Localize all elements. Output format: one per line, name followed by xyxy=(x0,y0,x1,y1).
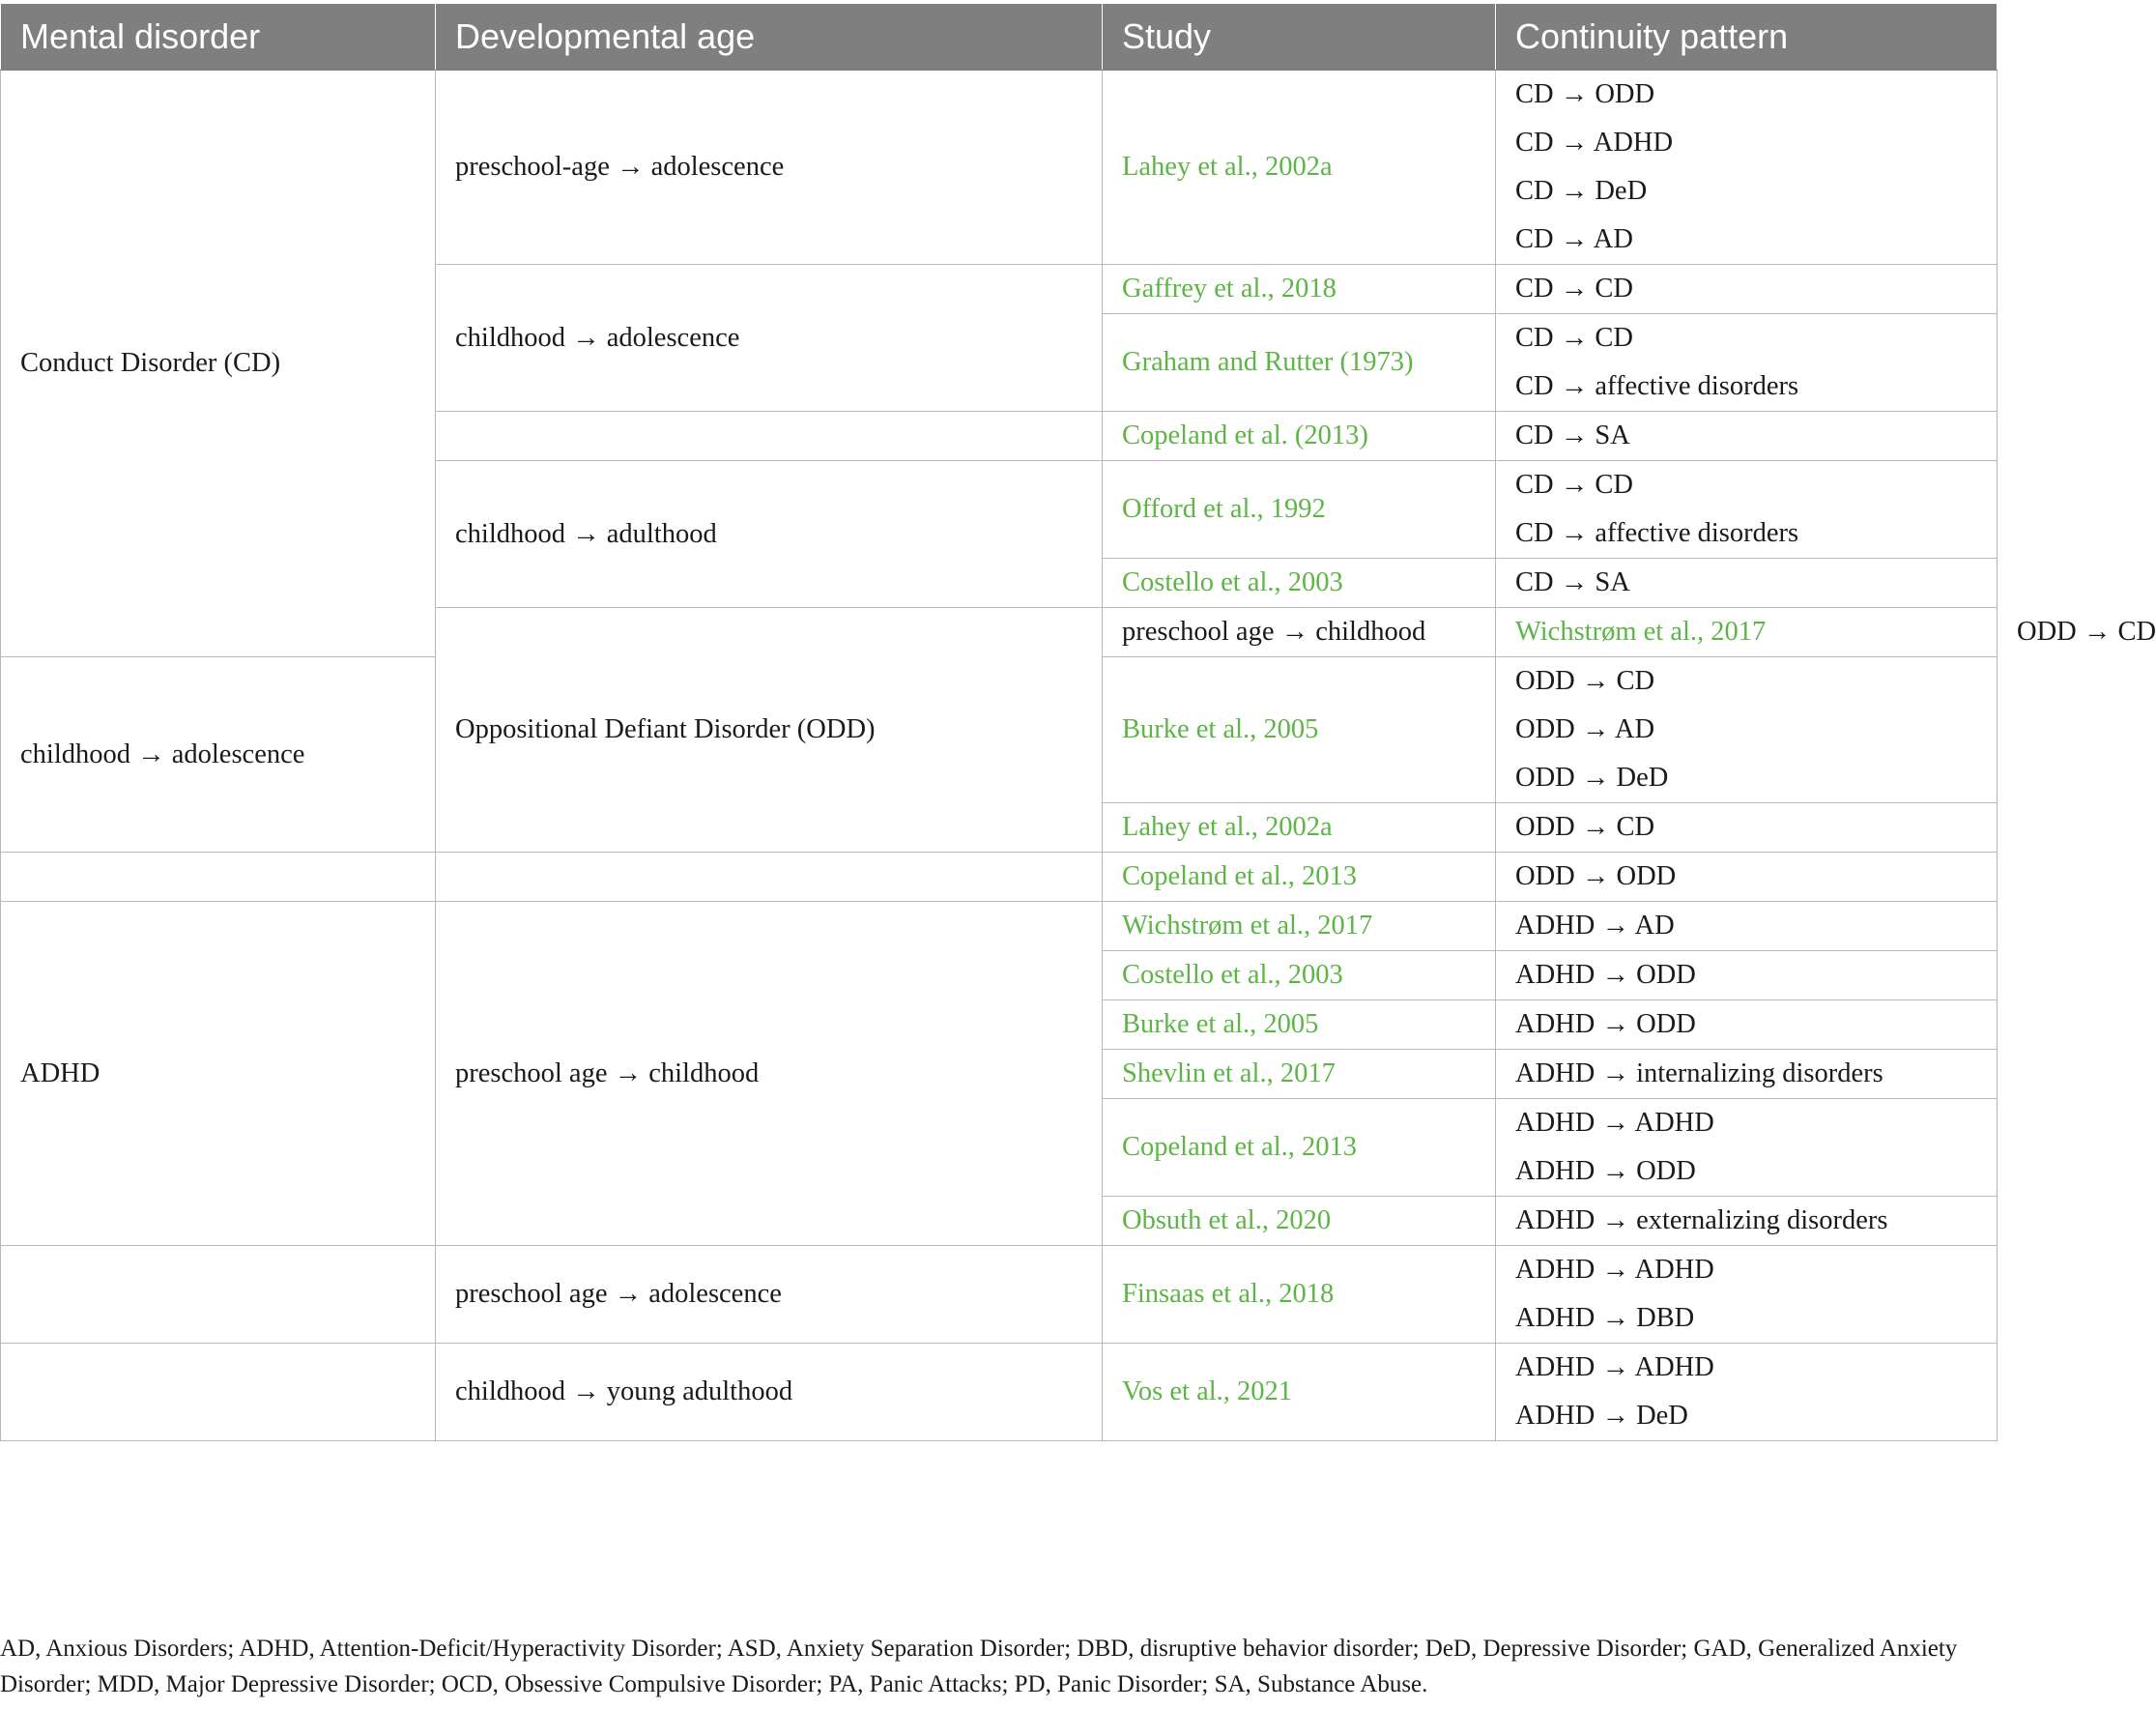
pattern-cell xyxy=(1496,951,1998,1000)
study-link[interactable]: Graham and Rutter (1973) xyxy=(1103,314,1496,412)
header-developmental-age: Developmental age xyxy=(436,4,1103,71)
pattern-line: CD → affective disorders xyxy=(1515,518,1799,548)
pattern-cell xyxy=(1496,1050,1998,1099)
study-link[interactable]: Vos et al., 2021 xyxy=(1103,1344,1496,1441)
pattern-cell xyxy=(1496,265,1998,314)
pattern-line: ODD → CD xyxy=(1515,666,1655,696)
pattern-cell xyxy=(1496,314,1998,412)
pattern-cell xyxy=(1496,1099,1998,1197)
pattern-cell xyxy=(1496,1246,1998,1344)
pattern-line: ADHD → AD xyxy=(1515,911,1675,941)
pattern-line: ADHD → externalizing disorders xyxy=(1515,1205,1888,1235)
study-link[interactable]: Costello et al., 2003 xyxy=(1103,559,1496,608)
pattern-line: ADHD → ODD xyxy=(1515,1156,1696,1186)
pattern-line: CD → ADHD xyxy=(1515,128,1674,158)
pattern-cell xyxy=(1496,902,1998,951)
study-link[interactable]: Burke et al., 2005 xyxy=(1103,657,1496,803)
study-link[interactable]: Shevlin et al., 2017 xyxy=(1103,1050,1496,1099)
pattern-cell xyxy=(1496,412,1998,461)
pattern-line: CD → CD xyxy=(1515,470,1633,500)
age-cell: childhood → young adulthood xyxy=(436,1344,1103,1441)
pattern-line: ODD → CD xyxy=(1515,812,1655,842)
pattern-cell xyxy=(1496,71,1998,265)
age-cell: preschool age → childhood xyxy=(436,902,1103,1246)
pattern-line: CD → AD xyxy=(1515,224,1633,254)
pattern-line: ADHD → ADHD xyxy=(1515,1255,1714,1285)
age-cell: preschool age → childhood xyxy=(1103,608,1496,657)
study-link[interactable]: Copeland et al., 2013 xyxy=(1103,1099,1496,1197)
header-mental-disorder: Mental disorder xyxy=(1,4,436,71)
pattern-cell xyxy=(1496,657,1998,803)
disorder-cell-empty xyxy=(1,1344,436,1441)
table-row: Oppositional Defiant Disorder (ODD) preschool age → childhood Wichstrøm et al., 2017 ODD → CD xyxy=(1,608,1998,657)
pattern-line: ODD → ODD xyxy=(1515,861,1677,891)
disorder-cell-empty xyxy=(1,1246,436,1344)
pattern-line: ODD → DeD xyxy=(1515,763,1669,793)
pattern-cell xyxy=(1496,559,1998,608)
table-row xyxy=(1,902,1998,951)
pattern-line: ADHD → ADHD xyxy=(1515,1108,1714,1138)
pattern-line: CD → SA xyxy=(1515,420,1630,450)
table-row xyxy=(1,853,1998,902)
header-row xyxy=(1,4,1998,71)
pattern-cell xyxy=(1496,1000,1998,1050)
continuity-table xyxy=(0,4,2156,1441)
header-study: Study xyxy=(1103,4,1496,71)
age-cell: preschool age → adolescence xyxy=(436,1246,1103,1344)
age-cell: childhood → adolescence xyxy=(1,657,436,853)
age-cell: preschool-age → adolescence xyxy=(436,71,1103,265)
age-cell: childhood → adulthood xyxy=(436,461,1103,608)
pattern-cell xyxy=(1496,1344,1998,1441)
study-link[interactable]: Gaffrey et al., 2018 xyxy=(1103,265,1496,314)
table-footnote: AD, Anxious Disorders; ADHD, Attention-Deficit/Hyperactivity Disorder; ASD, Anxiety Separation Disorder; DBD, disruptive behavior disorder; DeD, Depressive Disorder; GAD, Generalized Anxiety Disorder; MDD, Major Depressive Disorder; OCD, Obsessive Compulsive Disorder; PA, Panic Attacks; PD, Panic Disorder; SA, Substance Abuse. xyxy=(0,1636,1958,1697)
pattern-line: CD → ODD xyxy=(1515,79,1655,109)
study-link[interactable]: Finsaas et al., 2018 xyxy=(1103,1246,1496,1344)
table-row xyxy=(1,1246,1998,1344)
study-link[interactable]: Copeland et al., 2013 xyxy=(1103,853,1496,902)
pattern-cell xyxy=(1496,853,1998,902)
pattern-cell xyxy=(1496,461,1998,559)
age-cell: childhood → adolescence xyxy=(436,265,1103,412)
age-cell-empty xyxy=(436,853,1103,902)
pattern-line: ADHD → ADHD xyxy=(1515,1352,1714,1382)
pattern-line: CD → CD xyxy=(1515,323,1633,353)
study-link[interactable]: Copeland et al. (2013) xyxy=(1103,412,1496,461)
disorder-cell-empty xyxy=(1,853,436,902)
pattern-line: ODD → AD xyxy=(1515,714,1655,744)
pattern-cell xyxy=(1496,803,1998,853)
study-link[interactable]: Costello et al., 2003 xyxy=(1103,951,1496,1000)
pattern-line: CD → SA xyxy=(1515,567,1630,597)
pattern-line: ADHD → DBD xyxy=(1515,1303,1695,1333)
disorder-cell: Conduct Disorder (CD) xyxy=(1,71,436,657)
pattern-line: ADHD → ODD xyxy=(1515,960,1696,990)
study-link[interactable]: Lahey et al., 2002a xyxy=(1103,803,1496,853)
table-row xyxy=(1,71,1998,265)
study-link[interactable]: Wichstrøm et al., 2017 xyxy=(1103,902,1496,951)
study-link[interactable]: Lahey et al., 2002a xyxy=(1103,71,1496,265)
study-link[interactable]: Offord et al., 1992 xyxy=(1103,461,1496,559)
table-row xyxy=(1,1344,1998,1441)
age-cell-empty xyxy=(436,412,1103,461)
pattern-line: CD → affective disorders xyxy=(1515,371,1799,401)
pattern-line: ADHD → internalizing disorders xyxy=(1515,1058,1883,1088)
study-link[interactable]: Burke et al., 2005 xyxy=(1103,1000,1496,1050)
disorder-cell: ADHD xyxy=(1,902,436,1246)
pattern-line: ADHD → DeD xyxy=(1515,1401,1688,1431)
study-link[interactable]: Obsuth et al., 2020 xyxy=(1103,1197,1496,1246)
pattern-line: ADHD → ODD xyxy=(1515,1009,1696,1039)
pattern-line: CD → DeD xyxy=(1515,176,1648,206)
disorder-cell: Oppositional Defiant Disorder (ODD) xyxy=(436,608,1103,853)
study-link[interactable]: Wichstrøm et al., 2017 xyxy=(1496,608,1998,657)
pattern-cell xyxy=(1496,1197,1998,1246)
header-continuity-pattern: Continuity pattern xyxy=(1496,4,1998,71)
pattern-line: CD → CD xyxy=(1515,274,1633,304)
